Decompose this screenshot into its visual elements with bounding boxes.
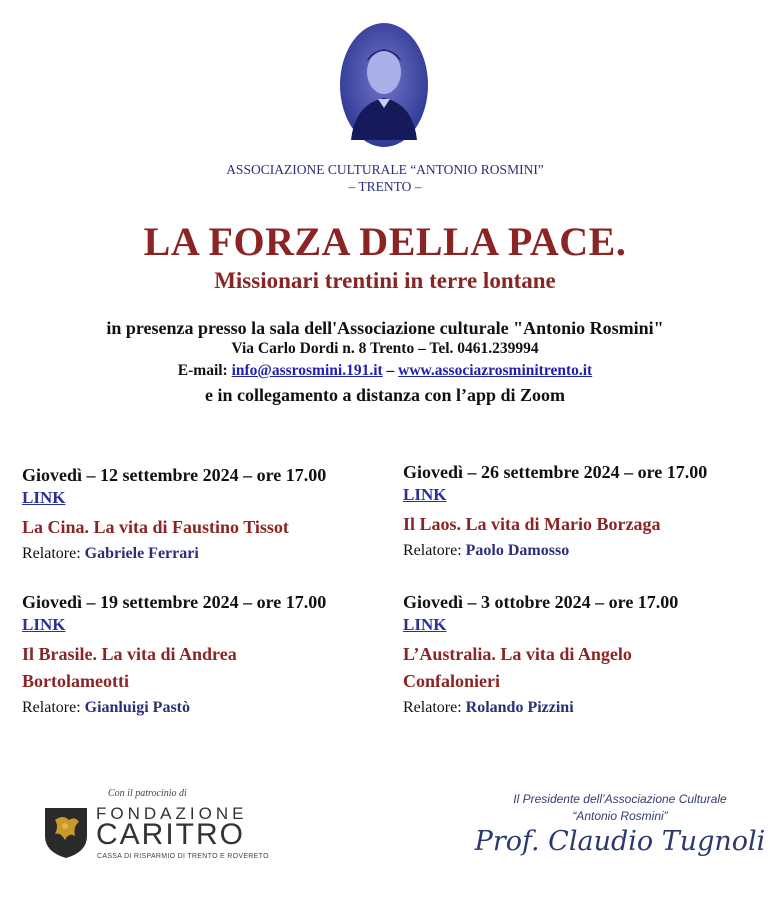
contact-separator: – [386, 362, 395, 379]
topic-line-1: Il Brasile. La vita di Andrea [22, 644, 237, 664]
event-1 [22, 465, 326, 563]
patronage-label: Con il patrocinio di [108, 788, 187, 799]
event-date: Giovedì – 3 ottobre 2024 – ore 17.00 [403, 592, 679, 612]
event-3 [22, 592, 326, 717]
event-topic: La Cina. La vita di Faustino Tissot [22, 517, 289, 537]
speaker-name: Gabriele Ferrari [84, 545, 199, 562]
event-topic: Il Laos. La vita di Mario Borzaga [403, 514, 661, 534]
website-link[interactable]: www.associazrosminitrento.it [398, 362, 593, 379]
signature: Prof. Claudio Tugnoli [474, 826, 766, 857]
association-city: – TRENTO – [348, 179, 422, 194]
event-date: Giovedì – 12 settembre 2024 – ore 17.00 [22, 465, 327, 485]
email-link[interactable]: info@assrosmini.191.it [231, 362, 383, 379]
venue-line: in presenza presso la sala dell'Associazione culturale "Antonio Rosmini" [106, 318, 664, 338]
contact-line [0, 362, 770, 380]
sponsor-tagline: CASSA DI RISPARMIO DI TRENTO E ROVERETO [97, 853, 269, 860]
event-link[interactable]: LINK [403, 615, 447, 634]
event-link[interactable]: LINK [22, 615, 66, 634]
event-topic [22, 641, 326, 695]
email-label: E-mail: [177, 362, 228, 379]
event-speaker [22, 699, 326, 717]
zoom-line: e in collegamento a distanza con l’app di Zoom [204, 385, 565, 405]
topic-line-2: Confalonieri [403, 671, 500, 691]
sponsor-name-2: CARITRO [96, 818, 245, 851]
page-title: LA FORZA DELLA PACE. [143, 219, 627, 264]
president-association: “Antonio Rosmini” [572, 809, 668, 823]
speaker-label: Relatore: [403, 699, 462, 716]
event-2 [403, 462, 707, 560]
speaker-label: Relatore: [22, 545, 81, 562]
portrait-image [339, 22, 429, 148]
event-speaker [403, 542, 707, 560]
crest-icon [43, 806, 89, 860]
event-date: Giovedì – 19 settembre 2024 – ore 17.00 [22, 592, 327, 612]
page-subtitle: Missionari trentini in terre lontane [214, 268, 556, 293]
event-speaker [22, 545, 326, 563]
event-topic [403, 641, 678, 695]
event-speaker [403, 699, 678, 717]
speaker-name: Paolo Damosso [465, 542, 570, 559]
address-line: Via Carlo Dordi n. 8 Trento – Tel. 0461.239994 [231, 340, 539, 357]
speaker-label: Relatore: [22, 699, 81, 716]
speaker-label: Relatore: [403, 542, 462, 559]
event-link[interactable]: LINK [22, 488, 66, 507]
event-link[interactable]: LINK [403, 485, 447, 504]
event-4 [403, 592, 678, 717]
speaker-name: Gianluigi Pastò [84, 699, 190, 716]
president-title: Il Presidente dell’Associazione Culturale [513, 792, 727, 806]
topic-line-1: L’Australia. La vita di Angelo [403, 644, 632, 664]
topic-line-2: Bortolameotti [22, 671, 129, 691]
sponsor-name-1: FONDAZIONE [96, 804, 248, 823]
event-date: Giovedì – 26 settembre 2024 – ore 17.00 [403, 462, 708, 482]
speaker-name: Rolando Pizzini [465, 699, 574, 716]
association-name: ASSOCIAZIONE CULTURALE “ANTONIO ROSMINI” [226, 162, 544, 177]
